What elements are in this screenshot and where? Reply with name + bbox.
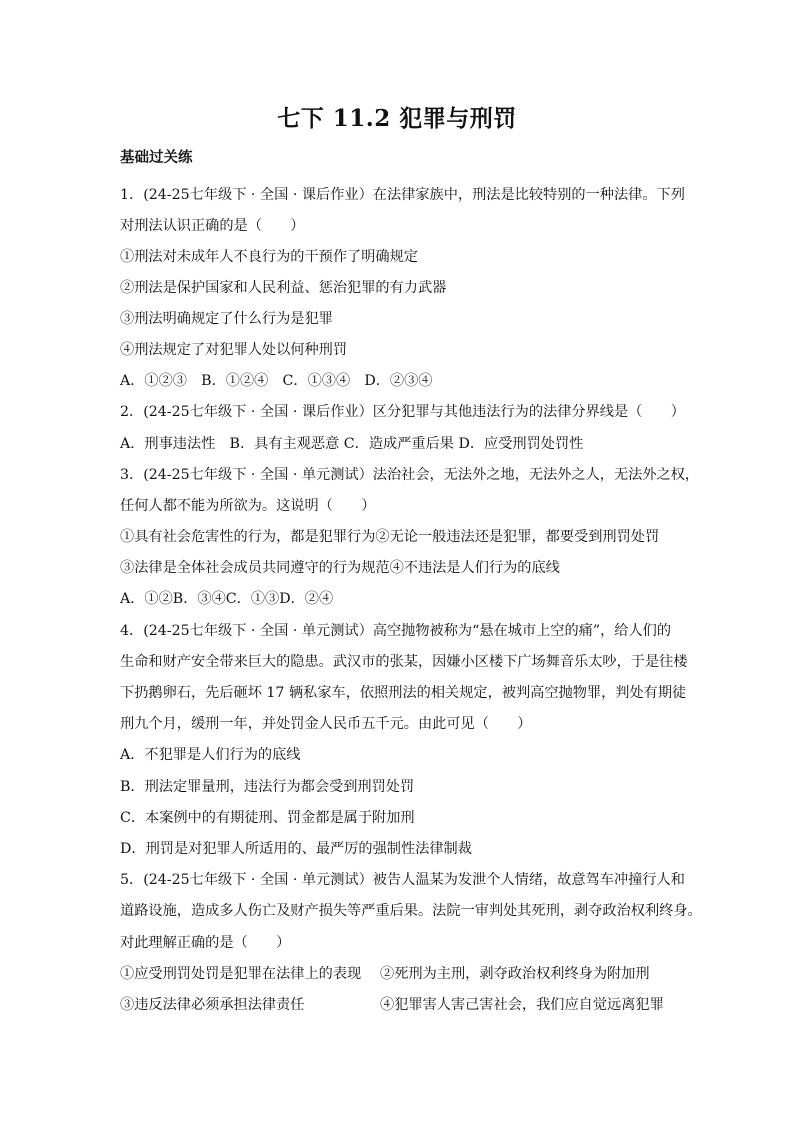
text-line: 刑九个月，缓刑一年，并处罚金人民币五千元。由此可见（ ） bbox=[120, 716, 532, 732]
text-line: ①刑法对未成年人不良行为的干预作了明确规定 bbox=[120, 249, 418, 265]
text-line: ③刑法明确规定了什么行为是犯罪 bbox=[120, 311, 333, 327]
text-line: 任何人都不能为所欲为。这说明（ ） bbox=[120, 498, 376, 514]
text-line: 5．(24-25七年级下 · 全国 · 单元测试）被告人温某为发泄个人情绪，故意驾车冲撞行人和 bbox=[120, 872, 685, 888]
option-2: ②死刑为主刑，剥夺政治权利终身为附加刑 bbox=[380, 966, 650, 982]
text-line: 生命和财产安全带来巨大的隐患。武汉市的张某，因嫌小区楼下广场舞音乐太吵，于是往楼 bbox=[120, 654, 688, 670]
text-line: ④刑法规定了对犯罪人处以何种刑罚 bbox=[120, 342, 348, 358]
option-4: ④犯罪害人害己害社会，我们应自觉远离犯罪 bbox=[380, 997, 664, 1013]
text-line: D．刑罚是对犯罪人所适用的、最严厉的强制性法律制裁 bbox=[120, 841, 472, 857]
text-line: 道路设施，造成多人伤亡及财产损失等严重后果。法院一审判处其死刑，剥夺政治权利终身。 bbox=[120, 903, 702, 919]
text-line: ②刑法是保护国家和人民利益、惩治犯罪的有力武器 bbox=[120, 280, 447, 296]
text-line: 2．(24-25七年级下 · 全国 · 课后作业）区分犯罪与其他违法行为的法律分界线是（ ） bbox=[120, 404, 685, 420]
text-line: 4．(24-25七年级下 · 全国 · 单元测试）高空抛物被称为“悬在城市上空的痛”，给人们的 bbox=[120, 623, 672, 639]
text-line: A．①②B．③④C．①③D．②④ bbox=[120, 591, 334, 607]
text-line: A．不犯罪是人们行为的底线 bbox=[120, 747, 301, 763]
text-line: B．刑法定罪量刑，违法行为都会受到刑罚处罚 bbox=[120, 779, 415, 795]
text-line: A．刑事违法性 B．具有主观恶意 C．造成严重后果 D．应受刑罚处罚性 bbox=[120, 436, 584, 452]
text-line: A．①②③ B．①②④ C．①③④ D．②③④ bbox=[120, 373, 433, 389]
text-line: ①具有社会危害性的行为，都是犯罪行为②无论一般违法还是犯罪，都要受到刑罚处罚 bbox=[120, 529, 660, 545]
option-1: ①应受刑罚处罚是犯罪在法律上的表现 bbox=[120, 966, 362, 982]
text-line: ③法律是全体社会成员共同遵守的行为规范④不违法是人们行为的底线 bbox=[120, 560, 560, 576]
text-line: 3．(24-25七年级下 · 全国 · 单元测试）法治社会，无法外之地，无法外之人，无法外之权， bbox=[120, 467, 700, 483]
text-line: 1．(24-25七年级下 · 全国 · 课后作业）在法律家族中，刑法是比较特别的一种法律。下列 bbox=[120, 187, 685, 203]
section-heading: 基础过关练 bbox=[120, 149, 193, 166]
text-line: 对刑法认识正确的是（ ） bbox=[120, 218, 305, 234]
text-line: 下扔鹅卵石，先后砸坏 17 辆私家车，依照刑法的相关规定，被判高空抛物罪，判处有期徒 bbox=[120, 685, 687, 701]
text-line: C．本案例中的有期徒刑、罚金都是属于附加刑 bbox=[120, 810, 415, 826]
page-title: 七下 11.2 犯罪与刑罚 bbox=[277, 105, 517, 132]
option-3: ③违反法律必须承担法律责任 bbox=[120, 997, 305, 1013]
text-line: 对此理解正确的是（ ） bbox=[120, 935, 291, 951]
